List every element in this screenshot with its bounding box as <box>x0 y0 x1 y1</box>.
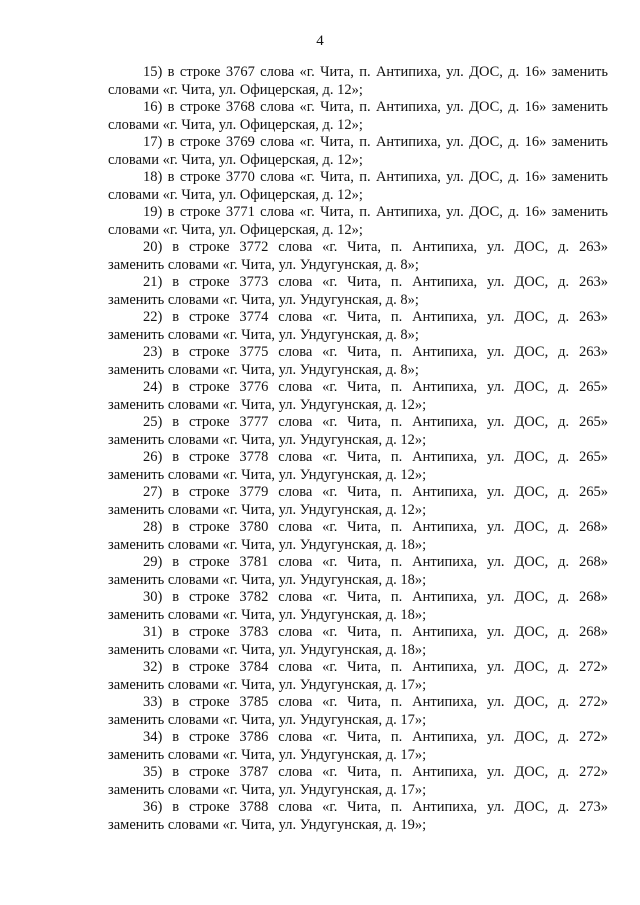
item-line-1: 15) в строке 3767 слова «г. Чита, п. Антипиха, ул. ДОС, д. 16» заменить <box>143 64 608 80</box>
item-line-2: заменить словами «г. Чита, ул. Ундугунская, д. 12»; <box>108 397 427 413</box>
item-line-1: 24) в строке 3776 слова «г. Чита, п. Антипиха, ул. ДОС, д. 265» <box>143 379 608 395</box>
item-line-1: 30) в строке 3782 слова «г. Чита, п. Антипиха, ул. ДОС, д. 268» <box>143 589 608 605</box>
item-line-2: заменить словами «г. Чита, ул. Ундугунская, д. 8»; <box>108 362 419 378</box>
item-line-1: 28) в строке 3780 слова «г. Чита, п. Антипиха, ул. ДОС, д. 268» <box>143 519 608 535</box>
item-line-2: заменить словами «г. Чита, ул. Ундугунская, д. 19»; <box>108 817 427 833</box>
item-line-2: словами «г. Чита, ул. Офицерская, д. 12»; <box>108 117 363 133</box>
item-line-2: заменить словами «г. Чита, ул. Ундугунская, д. 18»; <box>108 537 427 553</box>
item-line-1: 25) в строке 3777 слова «г. Чита, п. Антипиха, ул. ДОС, д. 265» <box>143 414 608 430</box>
item-line-1: 35) в строке 3787 слова «г. Чита, п. Антипиха, ул. ДОС, д. 272» <box>143 764 608 780</box>
item-line-2: заменить словами «г. Чита, ул. Ундугунская, д. 17»; <box>108 782 427 798</box>
item-line-2: заменить словами «г. Чита, ул. Ундугунская, д. 12»; <box>108 467 427 483</box>
item-line-1: 29) в строке 3781 слова «г. Чита, п. Антипиха, ул. ДОС, д. 268» <box>143 554 608 570</box>
item-line-1: 22) в строке 3774 слова «г. Чита, п. Антипиха, ул. ДОС, д. 263» <box>143 309 608 325</box>
item-line-2: заменить словами «г. Чита, ул. Ундугунская, д. 17»; <box>108 712 427 728</box>
item-line-1: 18) в строке 3770 слова «г. Чита, п. Антипиха, ул. ДОС, д. 16» заменить <box>143 169 608 185</box>
item-line-1: 27) в строке 3779 слова «г. Чита, п. Антипиха, ул. ДОС, д. 265» <box>143 484 608 500</box>
item-line-1: 33) в строке 3785 слова «г. Чита, п. Антипиха, ул. ДОС, д. 272» <box>143 694 608 710</box>
page-number: 4 <box>316 33 324 49</box>
item-line-2: заменить словами «г. Чита, ул. Ундугунская, д. 8»; <box>108 292 419 308</box>
item-line-1: 23) в строке 3775 слова «г. Чита, п. Антипиха, ул. ДОС, д. 263» <box>143 344 608 360</box>
item-line-1: 20) в строке 3772 слова «г. Чита, п. Антипиха, ул. ДОС, д. 263» <box>143 239 608 255</box>
item-line-1: 34) в строке 3786 слова «г. Чита, п. Антипиха, ул. ДОС, д. 272» <box>143 729 608 745</box>
item-line-2: заменить словами «г. Чита, ул. Ундугунская, д. 8»; <box>108 327 419 343</box>
item-line-1: 26) в строке 3778 слова «г. Чита, п. Антипиха, ул. ДОС, д. 265» <box>143 449 608 465</box>
item-line-2: заменить словами «г. Чита, ул. Ундугунская, д. 18»; <box>108 572 427 588</box>
item-line-1: 19) в строке 3771 слова «г. Чита, п. Антипиха, ул. ДОС, д. 16» заменить <box>143 204 608 220</box>
item-line-2: словами «г. Чита, ул. Офицерская, д. 12»; <box>108 152 363 168</box>
item-line-1: 32) в строке 3784 слова «г. Чита, п. Антипиха, ул. ДОС, д. 272» <box>143 659 608 675</box>
item-line-1: 31) в строке 3783 слова «г. Чита, п. Антипиха, ул. ДОС, д. 268» <box>143 624 608 640</box>
item-line-1: 36) в строке 3788 слова «г. Чита, п. Антипиха, ул. ДОС, д. 273» <box>143 799 608 815</box>
item-line-2: словами «г. Чита, ул. Офицерская, д. 12»; <box>108 82 363 98</box>
item-line-1: 17) в строке 3769 слова «г. Чита, п. Антипиха, ул. ДОС, д. 16» заменить <box>143 134 608 150</box>
item-line-2: заменить словами «г. Чита, ул. Ундугунская, д. 12»; <box>108 432 427 448</box>
item-line-2: заменить словами «г. Чита, ул. Ундугунская, д. 18»; <box>108 642 427 658</box>
item-line-2: заменить словами «г. Чита, ул. Ундугунская, д. 17»; <box>108 677 427 693</box>
item-line-2: словами «г. Чита, ул. Офицерская, д. 12»; <box>108 187 363 203</box>
item-line-2: заменить словами «г. Чита, ул. Ундугунская, д. 8»; <box>108 257 419 273</box>
item-line-2: заменить словами «г. Чита, ул. Ундугунская, д. 18»; <box>108 607 427 623</box>
item-line-1: 16) в строке 3768 слова «г. Чита, п. Антипиха, ул. ДОС, д. 16» заменить <box>143 99 608 115</box>
item-line-2: заменить словами «г. Чита, ул. Ундугунская, д. 12»; <box>108 502 427 518</box>
item-line-2: словами «г. Чита, ул. Офицерская, д. 12»; <box>108 222 363 238</box>
item-line-1: 21) в строке 3773 слова «г. Чита, п. Антипиха, ул. ДОС, д. 263» <box>143 274 608 290</box>
item-line-2: заменить словами «г. Чита, ул. Ундугунская, д. 17»; <box>108 747 427 763</box>
